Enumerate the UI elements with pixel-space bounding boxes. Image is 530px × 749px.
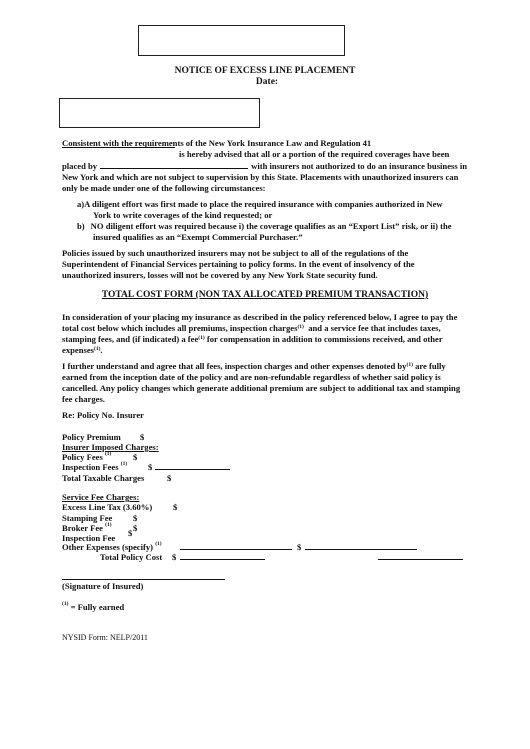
intro-line-3 [62,160,482,172]
intro-line-2 [62,149,482,160]
policy-fees-row [62,452,111,462]
other-expenses-description-blank[interactable] [180,549,292,550]
policy-fees-dollar: $ [133,452,138,462]
broker-fee-label: Broker Fee [62,523,103,533]
intro-paragraph [62,138,482,194]
other-expenses-row [62,542,162,552]
policies-notice [62,248,482,281]
total-policy-cost-label: Total Policy Cost [100,552,163,562]
consideration-line-4-text: expenses [62,345,94,355]
footnote-mark: (1) [198,335,205,341]
footnote [62,602,124,612]
insurer-imposed-heading: Insurer Imposed Charges: [62,442,159,452]
signature-label: (Signature of Insured) [62,581,144,591]
total-policy-cost-blank[interactable] [180,559,265,560]
other-expenses-dollar: $ [297,542,302,552]
inspection-fee-dollar: $ [128,528,133,538]
circumstance-b-line-1 [77,221,487,232]
policy-fees-label: Policy Fees [62,452,103,462]
intro-line-3-prefix: placed by [62,161,98,171]
insured-name-blank[interactable] [62,147,175,148]
service-fee-heading: Service Fee Charges: [62,492,140,502]
total-policy-cost-dollar: $ [172,552,177,562]
intro-line-1: Consistent with the requirements of the New York Insurance Law and Regulation 41 [62,138,372,148]
policies-line-3: unauthorized insurers, losses will not be covered by any New York State security fund. [62,270,378,280]
circumstance-b-line-2: insured qualifies as an “Exempt Commercial Purchaser.” [93,232,303,242]
broker-fee-dollar: $ [133,523,138,533]
other-expenses-amount-blank[interactable] [305,549,417,550]
agreement-line-1 [62,361,492,372]
footnote-mark: (1) [62,601,69,607]
circumstance-b-text: NO diligent effort was required because i) the coverage qualifies as an “Export List” risk, or ii) the [90,221,452,231]
policy-premium-dollar: $ [140,432,145,442]
footnote-mark: (1) [297,324,304,330]
intro-line-2-text: is hereby advised that all or a portion of the required coverages have been [179,149,450,159]
intro-line-3-suffix: with insurers not authorized to do an insurance business in [251,161,468,171]
intro-line-4: New York and which are not subject to supervision by this State. Placements with unauthorized insurers can [62,172,459,182]
date-blank[interactable] [378,559,463,560]
consideration-line-4-end: . [100,345,103,355]
policies-line-1: Policies issued by such unauthorized insurers may not be subject to all of the regulations of the [62,248,409,258]
re-policy-line: Re: Policy No. Insurer [62,410,144,420]
footnote-mark: (1) [155,541,162,547]
broker-fee-row [62,523,112,533]
footnote-mark: (1) [120,461,128,467]
inspection-fees-row [62,462,127,472]
circumstances-list [77,199,487,243]
footnote-mark: (1) [406,362,413,368]
policies-line-2: Superintendent of Financial Services pertaining to policy forms. In the event of insolvency of the [62,259,415,269]
consideration-line-2 [62,323,492,334]
excess-line-tax-dollar: $ [173,502,178,512]
consideration-line-3a: stamping fees, and (if indicated) a fee [62,334,199,344]
consideration-line-3b: for compensation in addition to commissions received, and other [206,334,443,344]
consideration-line-2b: and a service fee that includes taxes, [308,323,441,333]
other-expenses-label: Other Expenses (specify) [62,542,154,552]
footnote-mark: (1) [104,451,112,457]
circumstance-a-line-2: York to write coverages of the kind requested; or [93,210,273,220]
agreement-line-2: earned from the inception date of the policy and are non-refundable regardless of whether said policy is [62,372,441,382]
circumstance-a-line-1: a)A diligent effort was first made to place the required insurance with companies authorized in New [77,199,443,209]
agreement-line-4: fee charges. [62,394,105,404]
total-taxable-dollar: $ [167,473,172,483]
agreement-line-3: cancelled. Any policy changes which generate additional premium are subject to additional tax and stamping [62,383,461,393]
top-input-box[interactable] [138,25,345,56]
inspection-fees-blank[interactable] [155,469,230,470]
consideration-line-2a: total cost below which includes all premiums, inspection charges [62,323,298,333]
stamping-fee-dollar: $ [133,513,138,523]
agreement-line-1b: are fully [415,361,446,371]
consideration-line-4 [62,345,492,356]
total-taxable-label: Total Taxable Charges [62,473,145,483]
inspection-fees-dollar: $ [148,462,153,472]
consideration-line-3 [62,334,492,345]
form-id: NYSID Form: NELP/2011 [62,633,148,642]
policy-premium-label: Policy Premium [62,432,121,442]
broker-name-blank[interactable] [100,160,248,169]
date-label: Date: [255,77,279,87]
intro-line-5: only be made under one of the following circumstances: [62,183,266,193]
inspection-fee-label: Inspection Fee [62,533,116,543]
excess-line-tax-label: Excess Line Tax (3.60%) [62,502,153,512]
insured-input-box[interactable] [59,98,260,128]
consideration-paragraph [62,312,492,356]
page-title: NOTICE OF EXCESS LINE PLACEMENT [174,66,356,76]
agreement-paragraph [62,361,492,405]
signature-line[interactable] [62,579,225,580]
circumstance-b-marker: b) [77,221,85,231]
agreement-line-1a: I further understand and agree that all fees, inspection charges and other expenses denoted by [62,361,407,371]
footnote-mark: (1) [105,522,112,528]
inspection-fees-label: Inspection Fees [62,462,119,472]
stamping-fee-label: Stamping Fee [62,513,113,523]
consideration-line-1: In consideration of your placing my insurance as described in the policy referenced below, I agree to pay the [62,312,458,322]
footnote-mark: (1) [94,346,101,352]
total-cost-heading: TOTAL COST FORM (NON TAX ALLOCATED PREMIUM TRANSACTION) [101,290,429,300]
fully-earned-text: = Fully earned [70,602,125,612]
